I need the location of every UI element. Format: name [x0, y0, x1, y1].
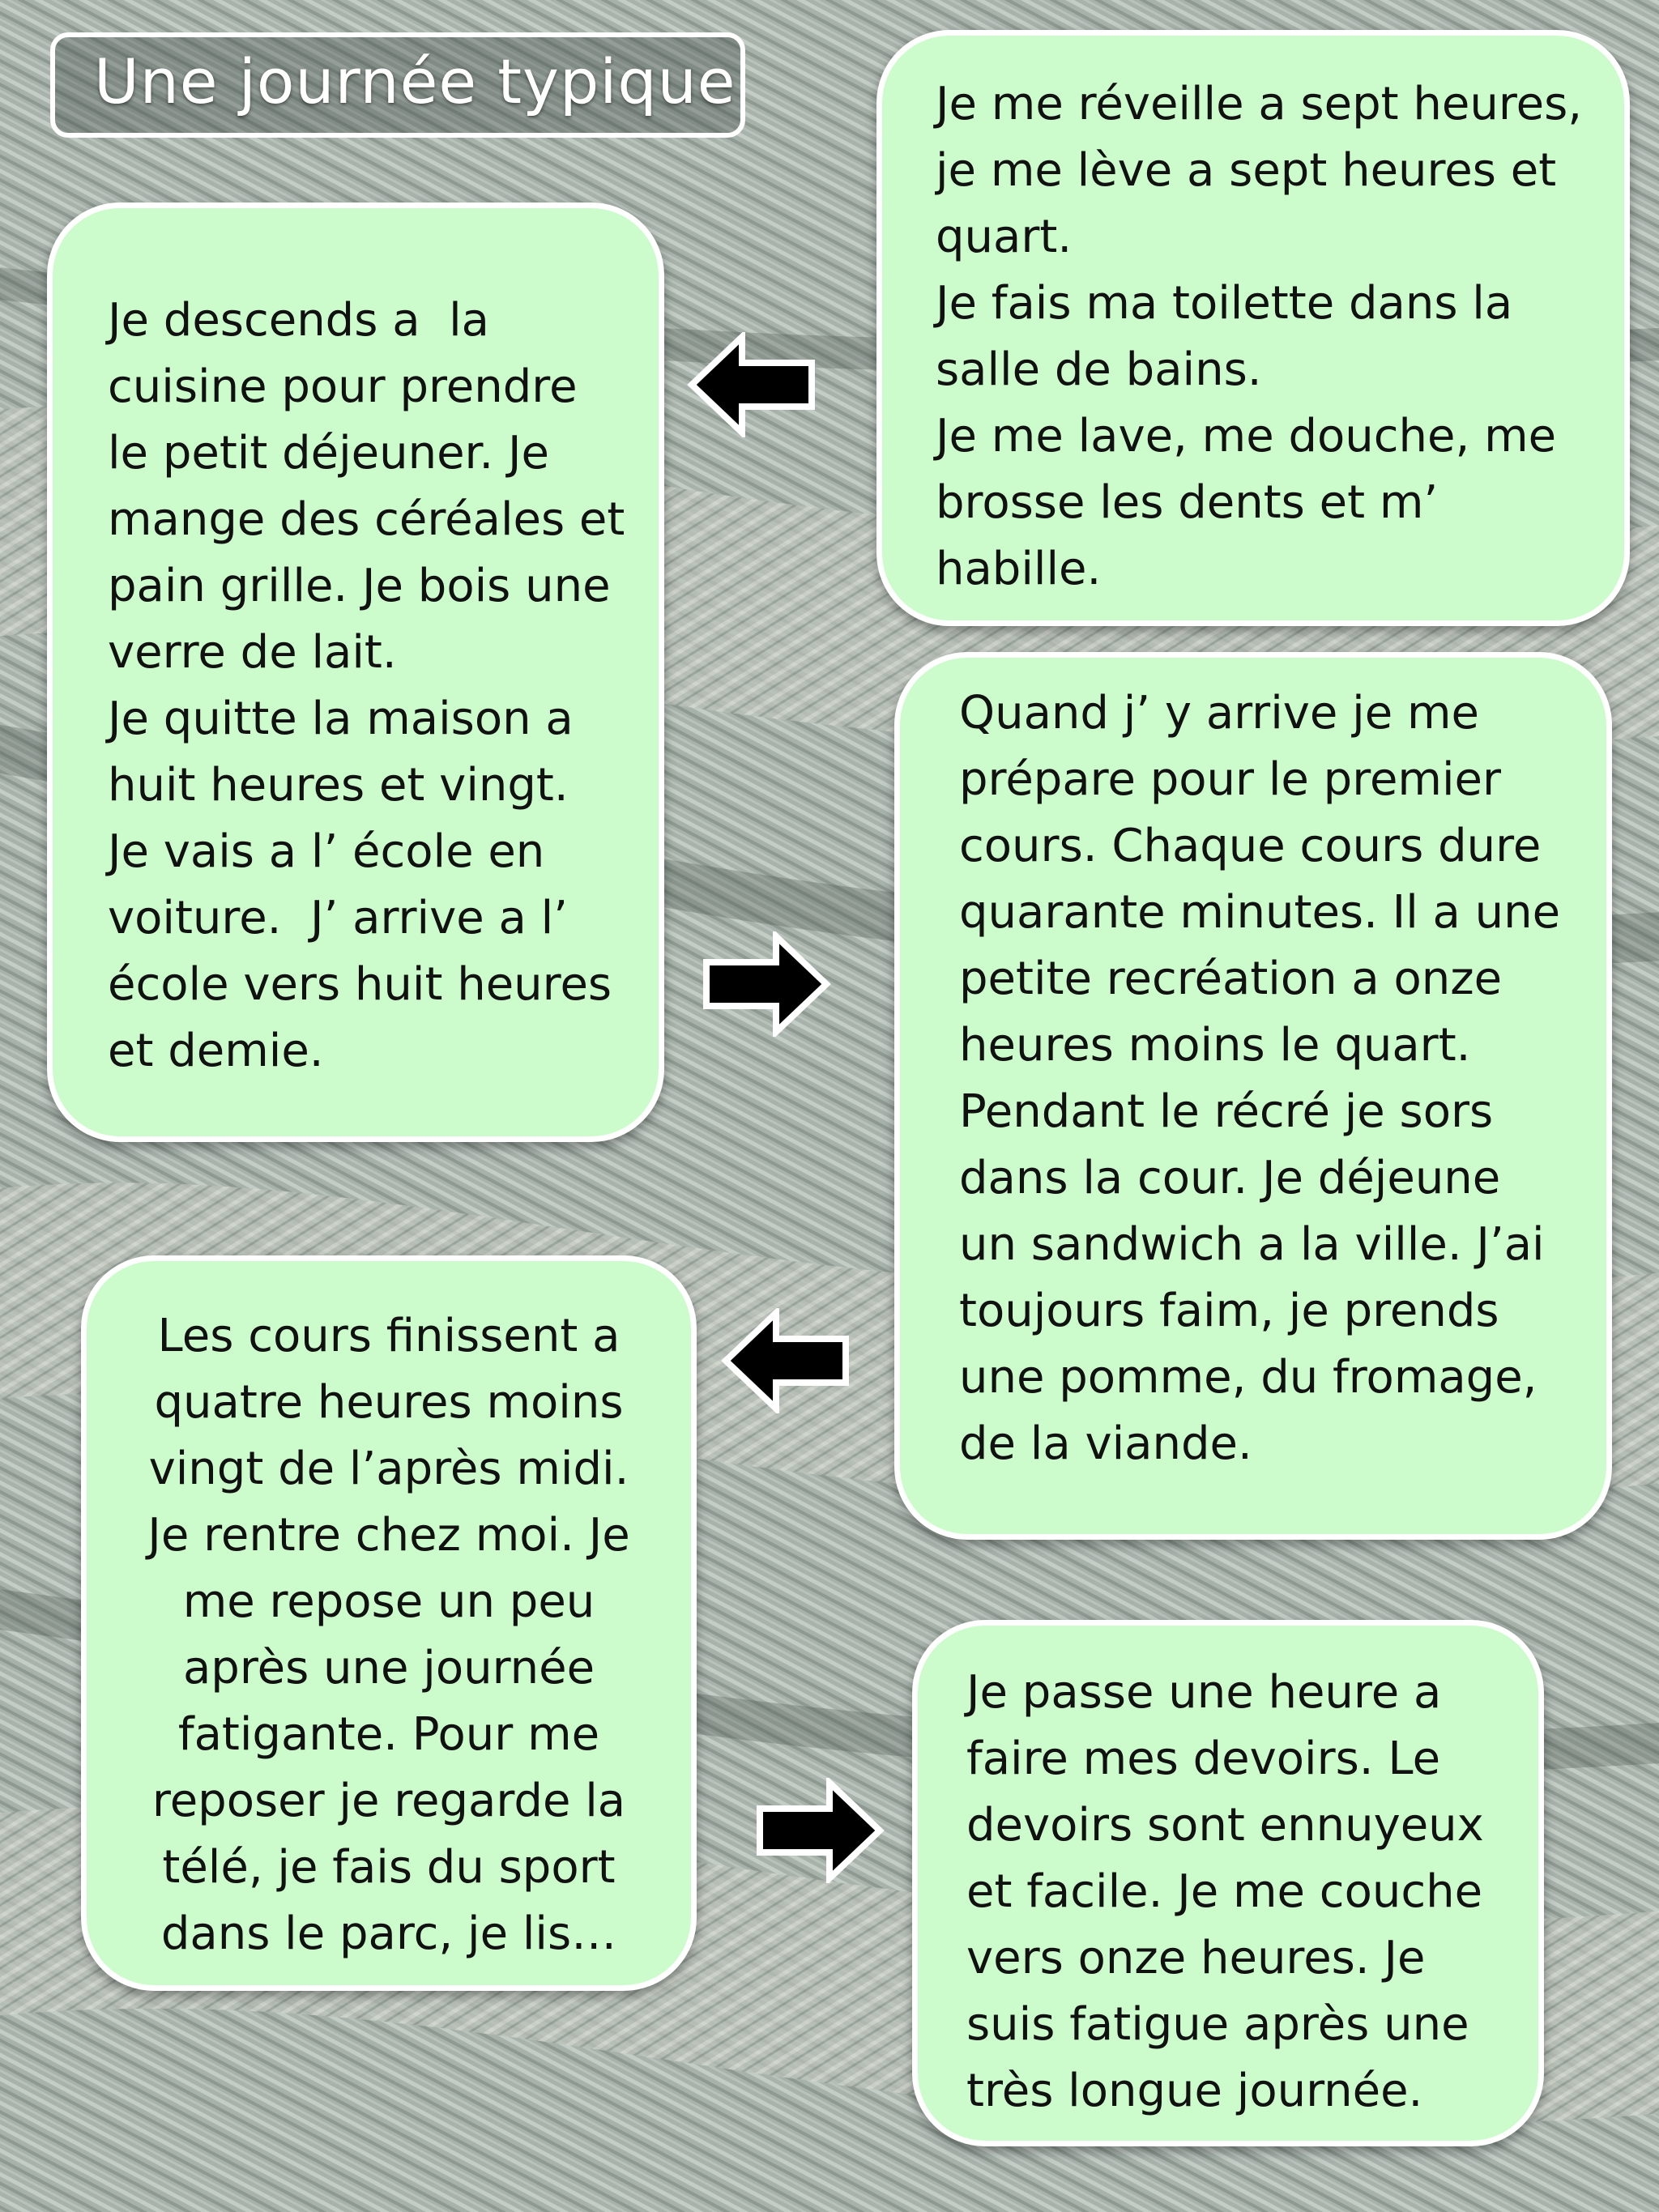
box-line: faire mes devoirs. Le — [966, 1733, 1441, 1785]
box-line: prépare pour le premier — [959, 753, 1502, 806]
box-line: mange des céréales et — [108, 493, 625, 546]
box-line: devoirs sont ennuyeux — [966, 1799, 1484, 1852]
box-line: toujours faim, je prends — [959, 1285, 1499, 1337]
box-line: suis fatigue après une — [966, 1998, 1469, 2051]
box-line: cours. Chaque cours dure — [959, 820, 1542, 872]
box-line: Je fais ma toilette dans la — [936, 277, 1513, 330]
box-line: une pomme, du fromage, — [959, 1351, 1537, 1404]
evening-box — [912, 1620, 1544, 2146]
box-line: après une journée — [182, 1642, 595, 1694]
box-line: et facile. Je me couche — [966, 1865, 1483, 1918]
box-line: dans le parc, je lis… — [160, 1907, 617, 1960]
box-line: Les cours finissent a — [157, 1310, 621, 1362]
box-line: école vers huit heures — [108, 958, 612, 1011]
box-line: vingt de l’après midi. — [148, 1443, 629, 1495]
school-box — [894, 652, 1612, 1540]
box-line: brosse les dents et m’ — [936, 476, 1439, 529]
box-line: vers onze heures. Je — [966, 1932, 1426, 1984]
box-line: Je me réveille a sept heures, — [936, 78, 1583, 130]
box-line: quarante minutes. Il a une — [959, 886, 1561, 939]
box-line: Je vais a l’ école en — [108, 825, 545, 878]
box-line: quatre heures moins — [154, 1376, 624, 1429]
box-line: le petit déjeuner. Je — [108, 427, 549, 479]
box-line: me repose un peu — [182, 1575, 595, 1628]
breakfast-box — [47, 202, 664, 1142]
arrow-left-icon — [721, 1308, 851, 1413]
box-line: pain grille. Je bois une — [108, 560, 611, 612]
box-line: quart. — [936, 211, 1073, 263]
box-line: reposer je regarde la — [151, 1775, 626, 1827]
box-line: huit heures et vingt. — [108, 759, 569, 812]
box-line: un sandwich a la ville. J’ai — [959, 1218, 1545, 1271]
box-line: Je me lave, me douche, me — [936, 410, 1557, 462]
box-line: cuisine pour prendre — [108, 360, 578, 413]
box-line: je me lève a sept heures et — [936, 144, 1557, 197]
box-line: Je rentre chez moi. Je — [147, 1509, 630, 1562]
box-line: très longue journée. — [966, 2065, 1423, 2117]
box-line: télé, je fais du sport — [162, 1841, 616, 1894]
arrow-right-icon — [702, 931, 831, 1037]
box-line: Je descends a la — [108, 294, 489, 347]
box-line: fatigante. Pour me — [177, 1708, 600, 1761]
box-line: heures moins le quart. — [959, 1019, 1471, 1072]
box-line: de la viande. — [959, 1417, 1252, 1470]
arrow-left-icon — [687, 332, 817, 437]
box-line: Pendant le récré je sors — [959, 1085, 1494, 1138]
box-line: salle de bains. — [936, 343, 1262, 396]
morning-routine-box — [876, 30, 1630, 626]
box-line: voiture. J’ arrive a l’ — [108, 892, 568, 944]
box-line: habille. — [936, 543, 1102, 595]
box-line: et demie. — [108, 1025, 324, 1077]
arrow-right-icon — [755, 1778, 885, 1883]
box-line: dans la cour. Je déjeune — [959, 1152, 1501, 1204]
box-line: Quand j’ y arrive je me — [959, 687, 1479, 739]
box-line: Je quitte la maison a — [108, 693, 574, 745]
after-school-box — [81, 1255, 697, 1991]
box-line: verre de lait. — [108, 626, 397, 679]
page-title: Une journée typique — [50, 32, 745, 138]
box-line: Je passe une heure a — [966, 1666, 1442, 1719]
box-line: petite recréation a onze — [959, 953, 1503, 1005]
